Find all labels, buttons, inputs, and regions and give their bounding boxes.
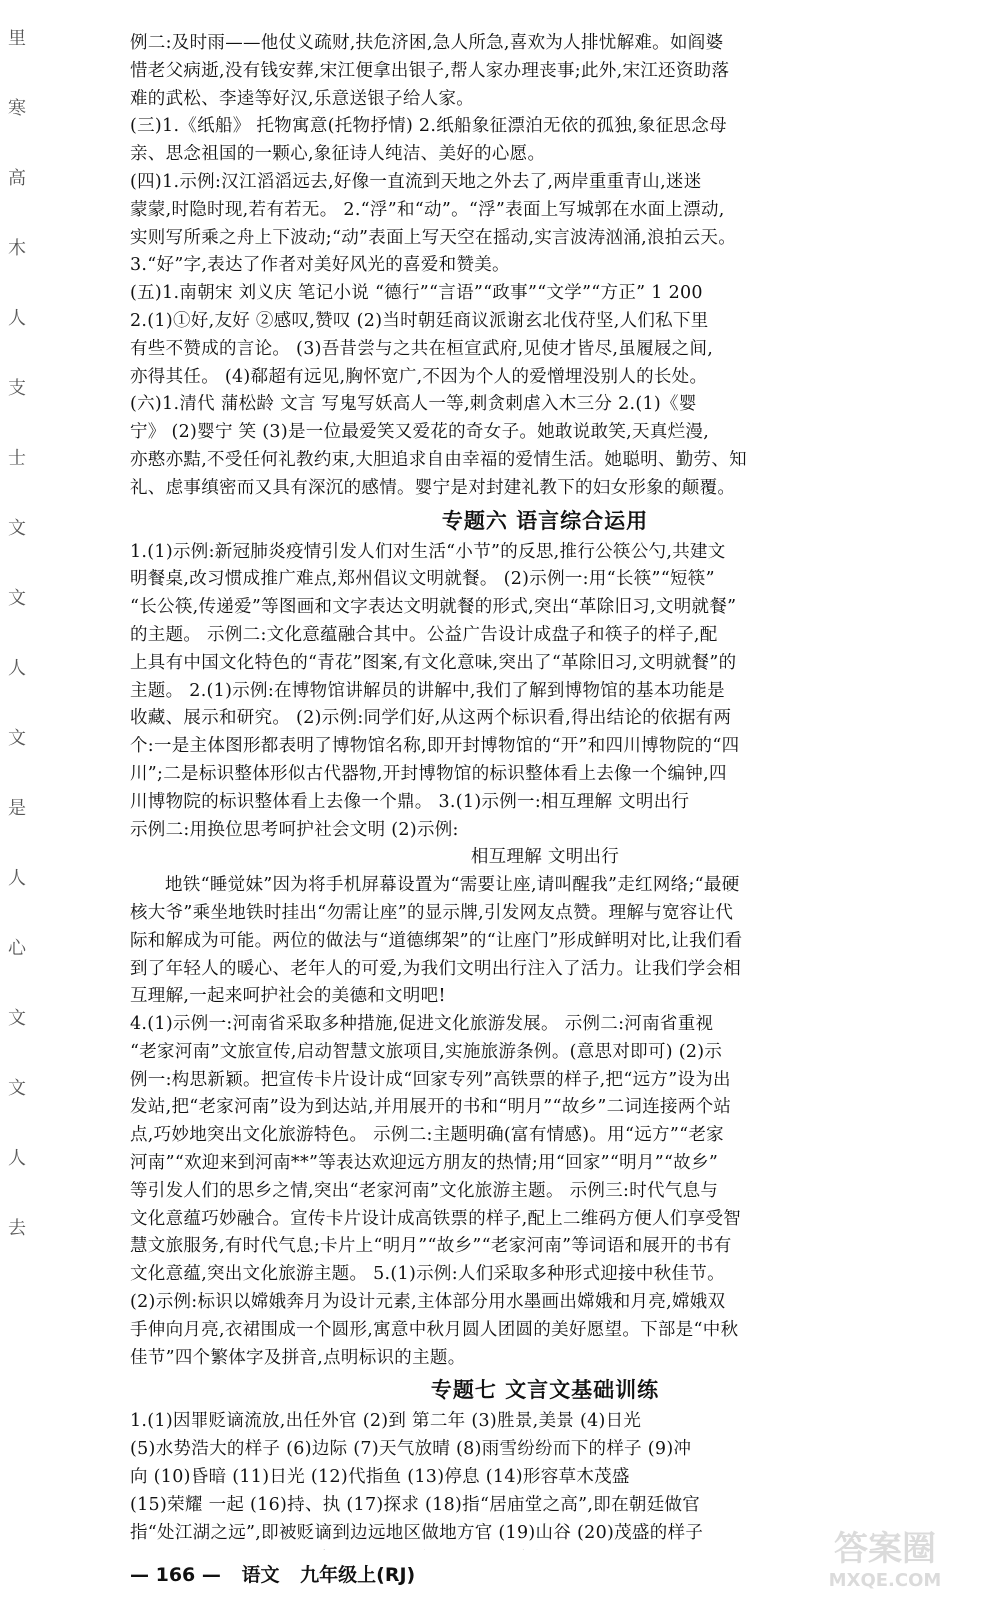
text-line: 个:一是主体图形都表明了博物馆名称,即开封博物馆的“开”和四川博物院的“四 xyxy=(130,736,740,757)
text-line: (5)水势浩大的样子 (6)边际 (7)天气放晴 (8)雨雪纷纷而下的样子 (9)冲 xyxy=(130,1439,692,1460)
text-line: 1.(1)示例:新冠肺炎疫情引发人们对生活“小节”的反思,推行公筷公勺,共建文 xyxy=(130,541,726,562)
text-line: 文化意蕴,突出文化旅游主题。 5.(1)示例:人们采取多种形式迎接中秋佳节。 xyxy=(130,1264,725,1285)
text-line: 实则写所乘之舟上下波动;“动”表面上写天空在摇动,实言波涛汹涌,浪拍云天。 xyxy=(130,227,737,248)
text-line: 向 (10)昏暗 (11)日光 (12)代指鱼 (13)停息 (14)形容草木茂盛 xyxy=(130,1467,630,1488)
text-line: 慧文旅服务,有时代气息;卡片上“明月”“故乡”“老家河南”等词语和展开的书有 xyxy=(130,1236,732,1257)
text-line: 文化意蕴巧妙融合。宣传卡片设计成高铁票的样子,配上二维码方便人们享受智 xyxy=(130,1208,742,1229)
bleed-char: 文 xyxy=(8,518,26,539)
text-line: 难的武松、李逵等好汉,乐意送银子给人家。 xyxy=(130,88,475,109)
text-line: 惜老父病逝,没有钱安葬,宋江便拿出银子,帮人家办理丧事;此外,宋江还资助落 xyxy=(130,60,730,81)
text-line: 4.(1)示例一:河南省采取多种措施,促进文化旅游发展。 示例二:河南省重视 xyxy=(130,1014,714,1035)
bleed-char: 文 xyxy=(8,1078,26,1099)
text-line: “长公筷,传递爱”等图画和文字表达文明就餐的形式,突出“革除旧习,文明就餐” xyxy=(130,597,737,618)
bleed-char: 文 xyxy=(8,588,26,609)
bleed-char: 寒 xyxy=(8,98,26,119)
text-line: 亦得其任。 (4)郗超有远见,胸怀宽广,不因为个人的爱憎埋没别人的长处。 xyxy=(130,366,708,387)
bleed-char: 文 xyxy=(8,1008,26,1029)
text-line: 互理解,一起来呵护社会的美德和文明吧! xyxy=(130,986,446,1007)
text-line: 上具有中国文化特色的“青花”图案,有文化意味,突出了“革除旧习,文明就餐”的 xyxy=(130,652,737,673)
text-line: 礼、虑事缜密而又具有深沉的感情。婴宁是对封建礼教下的妇女形象的颠覆。 xyxy=(130,477,736,498)
text-line: 地铁“睡觉妹”因为将手机屏幕设置为“需要让座,请叫醒我”走红网络;“最硬 xyxy=(165,875,740,896)
bleed-char: 心 xyxy=(8,938,26,959)
text-line: 川”;二是标识整体形似古代器物,开封博物馆的标识整体看上去像一个编钟,四 xyxy=(130,763,727,784)
text-line: (2)示例:标识以嫦娥奔月为设计元素,主体部分用水墨画出嫦娥和月亮,嫦娥双 xyxy=(130,1292,726,1313)
text-line: 的主题。 示例二:文化意蕴融合其中。公益广告设计成盘子和筷子的样子,配 xyxy=(130,624,718,645)
text-line: 1.(1)因罪贬谪流放,出任外官 (2)到 第二年 (3)胜景,美景 (4)日光 xyxy=(130,1411,642,1432)
text-line: (五)1.南朝宋 刘义庆 笔记小说 “德行”“言语”“政事”“文学”“方正” 1 200 xyxy=(130,283,703,304)
bleed-char: 里 xyxy=(8,28,26,49)
subject-label: 语文 xyxy=(241,1564,280,1586)
text-line: 等引发人们的思乡之情,突出“老家河南”文化旅游主题。 示例三:时代气息与 xyxy=(130,1180,719,1201)
text-line: 蒙蒙,时隐时现,若有若无。 2.“浮”和“动”。“浮”表面上写城郭在水面上漂动, xyxy=(130,199,725,220)
text-line: 到了年轻人的暖心、老年人的可爱,为我们文明出行注入了活力。让我们学会相 xyxy=(130,958,742,979)
page-number: — 166 — xyxy=(130,1564,221,1586)
text-line: 亦憨亦黠,不受任何礼教约束,大胆追求自由幸福的爱情生活。她聪明、勤劳、知 xyxy=(130,449,747,470)
grade-label: 九年级上(RJ) xyxy=(300,1564,416,1586)
text-line: 核大爷”乘坐地铁时挂出“勿需让座”的显示牌,引发网友点赞。理解与宽容让代 xyxy=(130,902,734,923)
text-line: 示例二:用换位思考呵护社会文明 (2)示例: xyxy=(130,819,459,840)
watermark-url: MXQE.COM xyxy=(828,1570,942,1591)
text-line: 3.“好”字,表达了作者对美好风光的喜爱和赞美。 xyxy=(130,255,510,276)
text-line: 亲、思念祖国的一颗心,象征诗人纯洁、美好的心愿。 xyxy=(130,144,546,165)
bleed-char: 人 xyxy=(8,658,26,679)
bleed-char: 人 xyxy=(8,868,26,889)
text-line: 宁》 (2)婴宁 笑 (3)是一位最爱笑又爱花的奇女子。她敢说敢笑,天真烂漫, xyxy=(130,422,710,443)
text-line: 川博物院的标识整体看上去像一个鼎。 3.(1)示例一:相互理解 文明出行 xyxy=(130,791,690,812)
bleed-char: 文 xyxy=(8,728,26,749)
page-footer xyxy=(130,1560,730,1590)
essay-title: 相互理解 文明出行 xyxy=(470,847,620,868)
watermark-text: 答案圈 xyxy=(834,1529,936,1569)
text-line: 指“处江湖之远”,即被贬谪到边远地区做地方官 (19)山谷 (20)茂盛的样子 xyxy=(130,1522,704,1543)
text-line: 例二:及时雨——他仗义疏财,扶危济困,急人所急,喜欢为人排忧解难。如阎婆 xyxy=(130,33,724,53)
text-line: (15)荣耀 一起 (16)持、执 (17)探求 (18)指“居庙堂之高”,即在朝廷做官 xyxy=(130,1494,701,1515)
text-line: “老家河南”文旅宣传,启动智慧文旅项目,实施旅游条例。(意思对即可) (2)示 xyxy=(130,1041,723,1062)
text-line: (六)1.清代 蒲松龄 文言 写鬼写妖高人一等,刺贪刺虐入木三分 2.(1)《婴 xyxy=(130,394,697,415)
text-line: 2.(1)①好,友好 ②感叹,赞叹 (2)当时朝廷商议派谢玄北伐苻坚,人们私下里 xyxy=(130,310,709,331)
bleed-char: 高 xyxy=(8,168,26,189)
text-line: 佳节”四个繁体字及拼音,点明标识的主题。 xyxy=(130,1347,466,1368)
bleed-char: 人 xyxy=(8,308,26,329)
watermark-logo xyxy=(790,1520,980,1592)
facing-page-bleed-strip xyxy=(6,30,28,1550)
bleed-char: 是 xyxy=(8,798,26,819)
answer-content xyxy=(130,30,960,1550)
topic-six-answers-continued xyxy=(130,1011,960,1372)
bleed-char: 士 xyxy=(8,448,26,469)
text-line: 收藏、展示和研究。 (2)示例:同学们好,从这两个标识看,得出结论的依据有两 xyxy=(130,708,732,729)
section-previous-tail xyxy=(130,30,960,503)
text-line: 有些不赞成的言论。 (3)吾昔尝与之共在桓宣武府,见使才皆尽,虽履屐之间, xyxy=(130,338,714,359)
bleed-char: 去 xyxy=(8,1218,26,1239)
text-line: 发站,把“老家河南”设为到达站,并用展开的书和“明月”“故乡”二词连接两个站 xyxy=(130,1097,732,1118)
essay-body xyxy=(130,872,960,1011)
bleed-char: 支 xyxy=(8,378,26,399)
text-line: (三)1.《纸船》 托物寓意(托物抒情) 2.纸船象征漂泊无依的孤独,象征思念母 xyxy=(130,116,727,137)
text-line: 点,巧妙地突出文化旅游特色。 示例二:主题明确(富有情感)。用“远方”“老家 xyxy=(130,1125,724,1146)
text-line: (四)1.示例:汉江滔滔远去,好像一直流到天地之外去了,两岸重重青山,迷迷 xyxy=(130,171,702,192)
topic-seven-heading: 专题七 文言文基础训练 xyxy=(430,1378,660,1403)
text-line: 手伸向月亮,衣裙围成一个圆形,寓意中秋月圆人团圆的美好愿望。下部是“中秋 xyxy=(130,1319,739,1340)
text-line: 例一:构思新颖。把宣传卡片设计成“回家专列”高铁票的样子,把“远方”设为出 xyxy=(130,1069,731,1090)
text-line: 主题。 2.(1)示例:在博物馆讲解员的讲解中,我们了解到博物馆的基本功能是 xyxy=(130,680,725,701)
topic-six-answers xyxy=(130,539,960,845)
text-line: 河南”“欢迎来到河南**”等表达欢迎远方朋友的热情;用“回家”“明月”“故乡” xyxy=(130,1153,719,1174)
topic-six-heading: 专题六 语言综合运用 xyxy=(441,508,649,533)
bleed-char: 人 xyxy=(8,1148,26,1169)
bleed-char: 木 xyxy=(8,238,26,259)
text-line: 际和解成为可能。两位的做法与“道德绑架”的“让座门”形成鲜明对比,让我们看 xyxy=(130,930,743,951)
text-line: 明餐桌,改习惯成推广难点,郑州倡议文明就餐。 (2)示例一:用“长筷”“短筷” xyxy=(130,569,715,590)
